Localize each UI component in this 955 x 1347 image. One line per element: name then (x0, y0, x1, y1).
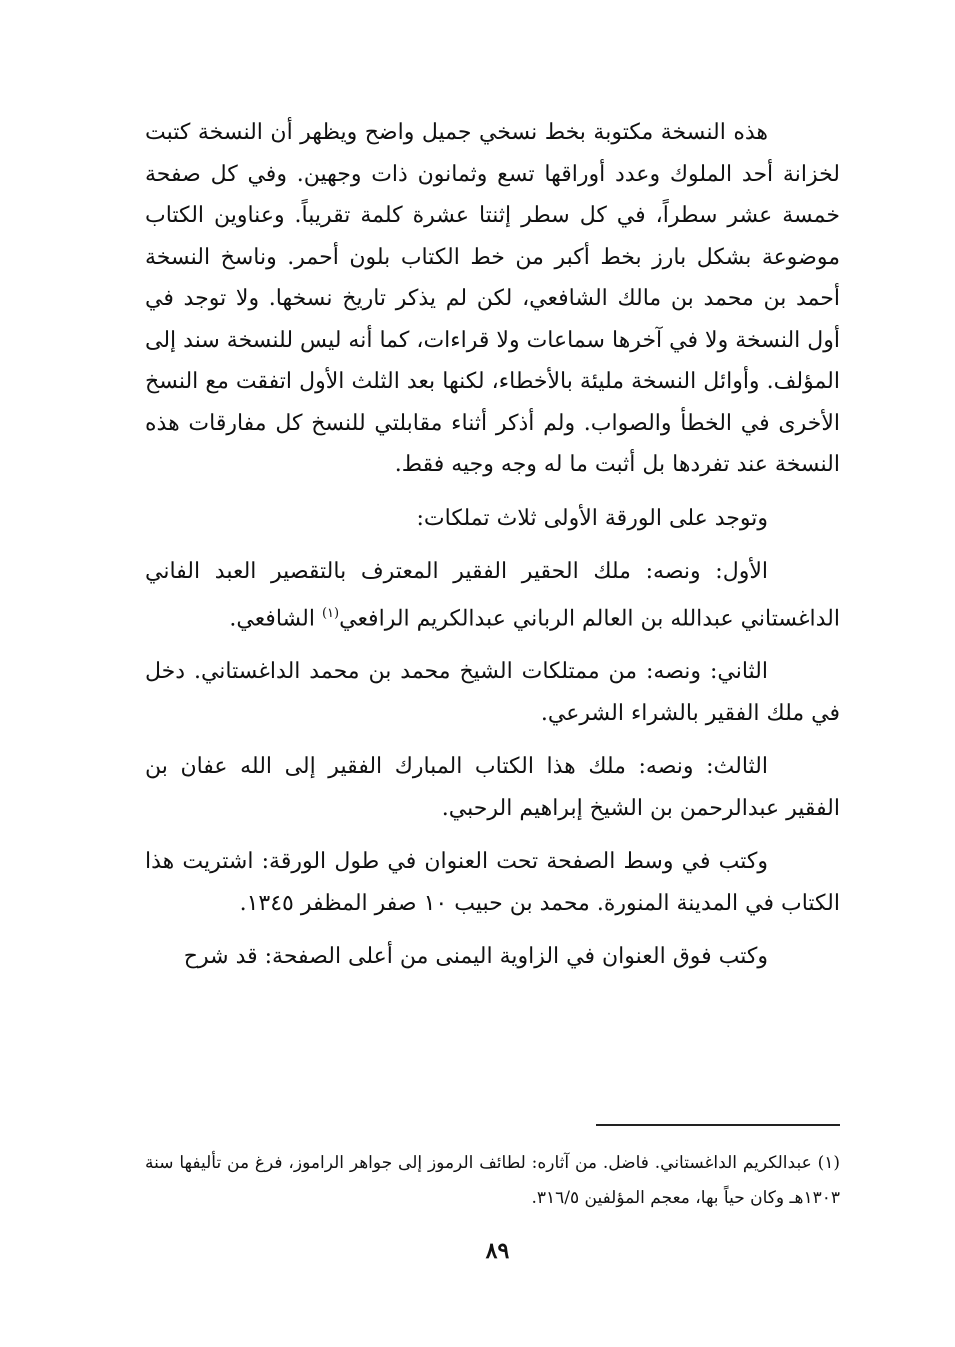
footnote-separator (596, 1124, 840, 1126)
footnote-item (145, 1146, 840, 1216)
main-text (145, 112, 840, 978)
footnote-marker: (١) (817, 1153, 840, 1173)
first-ownership-text: الأول: ونصه: ملك الحقير الفقير المعترف بالتقصير العبد الفاني الداغستاني عبدالله بن العالم الرباني عبدالكريم الرافعي (145, 559, 840, 631)
third-ownership-paragraph: الثالث: ونصه: ملك هذا الكتاب المبارك الفقير إلى الله عفان بن الفقير عبدالرحمن بن الشيخ إبراهيم الرحبي. (145, 754, 840, 821)
first-ownership-text-end: الشافعي. (229, 605, 322, 631)
footnote-reference: (١) (321, 605, 340, 621)
purchase-note-paragraph: وكتب في وسط الصفحة تحت العنوان في طول الورقة: اشتريت هذا الكتاب في المدينة المنورة. محمد بن حبيب ١٠ صفر المظفر ١٣٤٥. (145, 849, 840, 916)
footnote-text: عبدالكريم الداغستاني. فاضل. من آثاره: لطائف الرموز إلى جواهر الراموز، فرغ من تأليفها سنة ١٣٠٣هـ وكان حياً بها، معجم المؤلفين ٣١٦/٥. (145, 1153, 840, 1208)
ownership-intro-paragraph: وتوجد على الورقة الأولى ثلاث تملكات: (416, 505, 768, 531)
footnotes (145, 1146, 840, 1216)
first-ownership-paragraph (145, 551, 840, 639)
title-note-paragraph: وكتب فوق العنوان في الزاوية اليمنى من أعلى الصفحة: قد شرح (183, 944, 768, 970)
page-number (0, 1238, 955, 1264)
page-number-text: ٨٩ (485, 1238, 510, 1264)
second-ownership-paragraph: الثاني: ونصه: من ممتلكات الشيخ محمد بن محمد الداغستاني. دخل في ملك الفقير بالشراء الشرعي. (145, 659, 840, 726)
manuscript-description-paragraph: هذه النسخة مكتوبة بخط نسخي جميل واضح ويظهر أن النسخة كتبت لخزانة أحد الملوك وعدد أوراقها تسع وثمانون ذات وجهين. وفي كل صفحة خمسة عشر سطراً، في كل سطر إثنتا عشرة كلمة تقريباً. وعناوين الكتاب موضوعة بشكل بارز بخط أكبر من خط الكتاب بلون أحمر. وناسخ النسخة أحمد بن محمد بن مالك الشافعي، لكن لم يذكر تاريخ نسخها. ولا توجد في أول النسخة ولا في آخرها سماعات ولا قراءات، كما أنه ليس للنسخة سند إلى المؤلف. وأوائل النسخة مليئة بالأخطاء، لكنها بعد الثلث الأول اتفقت مع النسخ الأخرى في الخطأ والصواب. ولم أذكر أثناء مقابلتي للنسخ كل مفارقات هذه النسخة عند تفردها بل أثبت ما له وجه وجيه فقط. (145, 120, 841, 477)
